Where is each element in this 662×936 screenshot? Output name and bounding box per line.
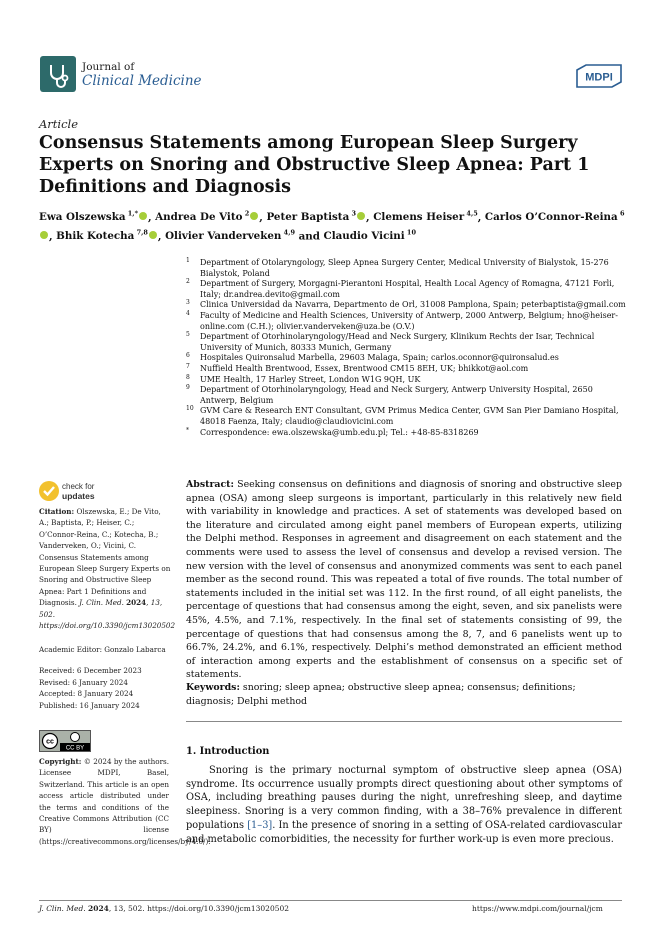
- orcid-icon[interactable]: [250, 212, 258, 220]
- section-heading-introduction: 1. Introduction: [186, 746, 270, 757]
- abstract-label: Abstract:: [186, 479, 234, 490]
- affiliation-item: [186, 300, 631, 311]
- author-name: Claudio Vicini: [323, 230, 405, 243]
- affiliation-text: Department of Otolaryngology, Sleep Apnea Surgery Center, Medical University of Bialystok, 15-276 Bialystok, Poland: [200, 258, 609, 278]
- citation-volume: , 13, 502. https://doi.org/10.3390/jcm13020502: [39, 598, 176, 631]
- affiliation-item: [186, 279, 631, 300]
- affiliation-item: [186, 385, 631, 406]
- affiliation-item: [186, 375, 631, 386]
- copyright-notice: [39, 756, 211, 847]
- check-for-updates-icon[interactable]: [39, 481, 59, 501]
- author-affiliation-sup: 4,9: [281, 228, 295, 237]
- author: [324, 230, 416, 242]
- abstract: [186, 478, 622, 682]
- author: [155, 211, 259, 223]
- affiliation-number: 10: [186, 405, 194, 413]
- intro-text-after: . In the presence of snoring in a setting of OSA-related cardiovascular and metabolic comorbidities, the necessity for further work-up is even more precious.: [186, 819, 622, 845]
- affiliation-number: 8: [186, 373, 190, 381]
- citation-link[interactable]: [1–3]: [247, 819, 273, 831]
- citation-year: 2024: [126, 598, 147, 608]
- date-published: Published: 16 January 2024: [39, 701, 140, 711]
- journal-logo: [40, 56, 76, 92]
- affiliation-number: 9: [186, 384, 190, 392]
- affiliation-number: *: [186, 426, 189, 434]
- page-title: Consensus Statements among European Sleep Surgery Experts on Snoring and Obstructive Sleep Apnea: Part 1 Definitions and Diagnosis: [39, 133, 590, 197]
- author-name: Bhik Kotecha: [56, 230, 135, 243]
- orcid-icon[interactable]: [149, 231, 157, 239]
- article-type: Article: [39, 117, 79, 131]
- author-list: Ewa Olszewska $^{1,*}$ , Andrea De Vito $^2$ , Peter Baptista $^3$ , Clemens Heiser $^{4,5}$, Carlos O’Connor-Reina $^6$, Bhik Kotecha $^{7,8}$ , Olivier Vanderveken $^{4,9}$ and Claudio Vicini $^{10}$: [39, 210, 625, 243]
- copyright-label: Copyright:: [39, 757, 82, 766]
- author: [165, 230, 295, 242]
- date-revised: Revised: 6 January 2024: [39, 677, 128, 687]
- citation-text: Olszewska, E.; De Vito, A.; Baptista, P.; Heiser, C.; O’Connor-Reina, C.; Kotecha, B.; Vanderveken, O.; Vicini, C. Consensus Statements among European Sleep Surgery Experts on Snoring and Obstructive Sleep Apnea: Part 1 Definitions and Diagnosis.: [39, 507, 171, 608]
- author-affiliation-sup: 4,5: [464, 210, 478, 218]
- author-name: Ewa Olszewska: [39, 211, 126, 224]
- cc-by-label: CC BY: [65, 745, 85, 751]
- affiliation-text: Clinica Universidad da Navarra, Departmento de Orl, 31008 Pamplona, Spain; peterbaptista@gmail.com: [200, 300, 626, 310]
- affiliation-text: Correspondence: ewa.olszewska@umb.edu.pl; Tel.: +48-85-8318269: [200, 427, 479, 437]
- date-received: Received: 6 December 2023: [39, 666, 142, 675]
- author: [56, 230, 158, 242]
- citation-journal: J. Clin. Med.: [79, 598, 124, 608]
- affiliation-text: Nuffield Health Brentwood, Essex, Brentwood CM15 8EH, UK; bhikkot@aol.com: [200, 363, 529, 373]
- check-for-updates-label-bold[interactable]: updates: [62, 491, 95, 501]
- affiliation-item: [186, 353, 631, 364]
- affiliation-item: [186, 364, 631, 375]
- svg-text:cc: cc: [46, 738, 54, 746]
- author-affiliation-sup: 1,*: [125, 210, 138, 218]
- footer-year: 2024: [88, 904, 109, 913]
- orcid-icon[interactable]: [40, 231, 48, 239]
- cc-license-badge[interactable]: [39, 730, 91, 752]
- journal-name-line1: Journal of: [82, 61, 135, 73]
- affiliation-number: 7: [186, 362, 190, 370]
- citation-block: [39, 506, 176, 631]
- affiliation-number: 6: [186, 352, 190, 360]
- author: [266, 211, 366, 223]
- orcid-icon[interactable]: [357, 212, 365, 220]
- author-name: Carlos O’Connor-Reina: [484, 211, 618, 224]
- affiliation-text: Hospitales Quironsalud Marbella, 29603 Malaga, Spain; carlos.oconnor@quironsalud.es: [200, 353, 559, 363]
- publisher-name: MDPI: [585, 71, 613, 84]
- affiliation-item: [186, 406, 631, 427]
- footer-divider: [39, 900, 622, 901]
- author-affiliation-sup: 6: [617, 210, 625, 218]
- affiliation-text: Department of Otorhinolaryngology, Head and Neck Surgery, Antwerp University Hospital, 2650 Antwerp, Belgium: [200, 385, 593, 405]
- author-affiliation-sup: 2: [242, 210, 250, 218]
- author-name: Andrea De Vito: [155, 211, 243, 224]
- affiliation-text: GVM Care & Research ENT Consultant, GVM Primus Medica Center, GVM San Pier Damiano Hospital, 48018 Faenza, Italy; claudio@claudiovicini.com: [200, 406, 619, 426]
- introduction-paragraph: [186, 764, 622, 846]
- author: [39, 211, 148, 223]
- author-name: Olivier Vanderveken: [165, 230, 282, 243]
- citation-label: Citation:: [39, 507, 75, 516]
- author-affiliation-sup: 3: [349, 210, 357, 218]
- affiliation-number: 4: [186, 309, 190, 317]
- publisher-logo[interactable]: [574, 64, 624, 92]
- affiliation-text: Department of Otorhinolaryngology/Head and Neck Surgery, Klinikum Rechts der Isar, Technical University of Munich, 80333 Munich, Germany: [200, 332, 595, 352]
- check-for-updates-label[interactable]: check for: [62, 482, 95, 491]
- affiliation-number: 3: [186, 299, 190, 307]
- keywords-text: snoring; sleep apnea; obstructive sleep apnea; consensus; definitions; diagnosis; Delphi method: [186, 682, 576, 707]
- affiliation-text: Faculty of Medicine and Health Sciences, University of Antwerp, 2000 Antwerp, Belgium; hno@heiser-online.com (C.H.); olivier.vanderveken@uza.be (O.V.): [200, 310, 618, 331]
- date-accepted: Accepted: 8 January 2024: [39, 689, 134, 699]
- journal-name-line2: Clinical Medicine: [82, 73, 202, 89]
- intro-text-before: Snoring is the primary nocturnal symptom of obstructive sleep apnea (OSA) syndrome. Its occurrence usually prompts direct questioning about other symptoms of OSA, including breathing pauses during the night, unrefreshing sleep, and daytime sleepiness. Snoring is a very common finding, with a 38–76% prevalence in different populations: [186, 765, 622, 831]
- author: [373, 211, 478, 223]
- affiliation-item: [186, 258, 631, 279]
- keywords-label: Keywords:: [186, 682, 240, 693]
- affiliation-item: [186, 332, 631, 353]
- keywords: [186, 681, 622, 708]
- affiliation-item: [186, 311, 631, 332]
- orcid-icon[interactable]: [139, 212, 147, 220]
- footer-doi[interactable]: , 13, 502. https://doi.org/10.3390/jcm13020502: [108, 904, 290, 913]
- affiliation-number: 1: [186, 257, 190, 264]
- section-divider: [186, 721, 622, 722]
- author-affiliation-sup: 10: [404, 228, 416, 237]
- affiliation-number: 5: [186, 331, 190, 339]
- footer-journal-url[interactable]: https://www.mdpi.com/journal/jcm: [472, 904, 603, 913]
- affiliation-text: Department of Surgery, Morgagni-Pierantoni Hospital, Health Local Agency of Romagna, 47121 Forli, Italy; dr.andrea.devito@gmail.com: [200, 279, 615, 299]
- author-affiliation-sup: 7,8: [134, 228, 148, 237]
- affiliation-number: 2: [186, 278, 190, 286]
- author-name: Clemens Heiser: [373, 211, 465, 224]
- abstract-text: Seeking consensus on definitions and diagnosis of snoring and obstructive sleep apnea (OSA) among sleep surgeons is important, particularly in this relatively new field with variability in knowledge and practices. A set of statements was developed based on the literature and circulated among eight panel members of European experts, utilizing the Delphi method. Responses in agreement and disagreement on each statement and the comments were used to assess the level of consensus and develop a revised version. The new version with the level of consensus and anonymized comments was sent to each panel member as the second round. This was repeated a total of five rounds. The total number of statements included in the initial set was 112. In the first round, of all eight panelists, the percentage of questions that had consensus among the eight, seven, and six panelists were 45%, 4.5%, and 7.1%, respectively. In the final set of statements consisting of 99, the percentage of questions that had consensus among the 8, 7, and 6 panelists went up to 66.7%, 24.2%, and 6.1%, respectively. Delphi’s method demonstrated an efficient method of interaction among experts and the establishment of consensus on a specific set of statements.: [186, 479, 622, 681]
- footer-journal: J. Clin. Med.: [39, 904, 86, 913]
- publication-dates: [39, 665, 174, 712]
- author-name: Peter Baptista: [266, 211, 350, 224]
- footer-citation: [39, 904, 289, 913]
- stethoscope-icon: [40, 56, 76, 92]
- copyright-text: © 2024 by the authors. Licensee MDPI, Basel, Switzerland. This article is an open access article distributed under the terms and conditions of the Creative Commons Attribution (CC BY) license (https://creativecommons.org/licenses/by/4.0/).: [39, 757, 211, 846]
- affiliation-list: [186, 258, 631, 438]
- affiliation-text: UME Health, 17 Harley Street, London W1G 9QH, UK: [200, 374, 421, 384]
- academic-editor: Academic Editor: Gonzalo Labarca: [39, 645, 166, 654]
- affiliation-item: [186, 428, 631, 439]
